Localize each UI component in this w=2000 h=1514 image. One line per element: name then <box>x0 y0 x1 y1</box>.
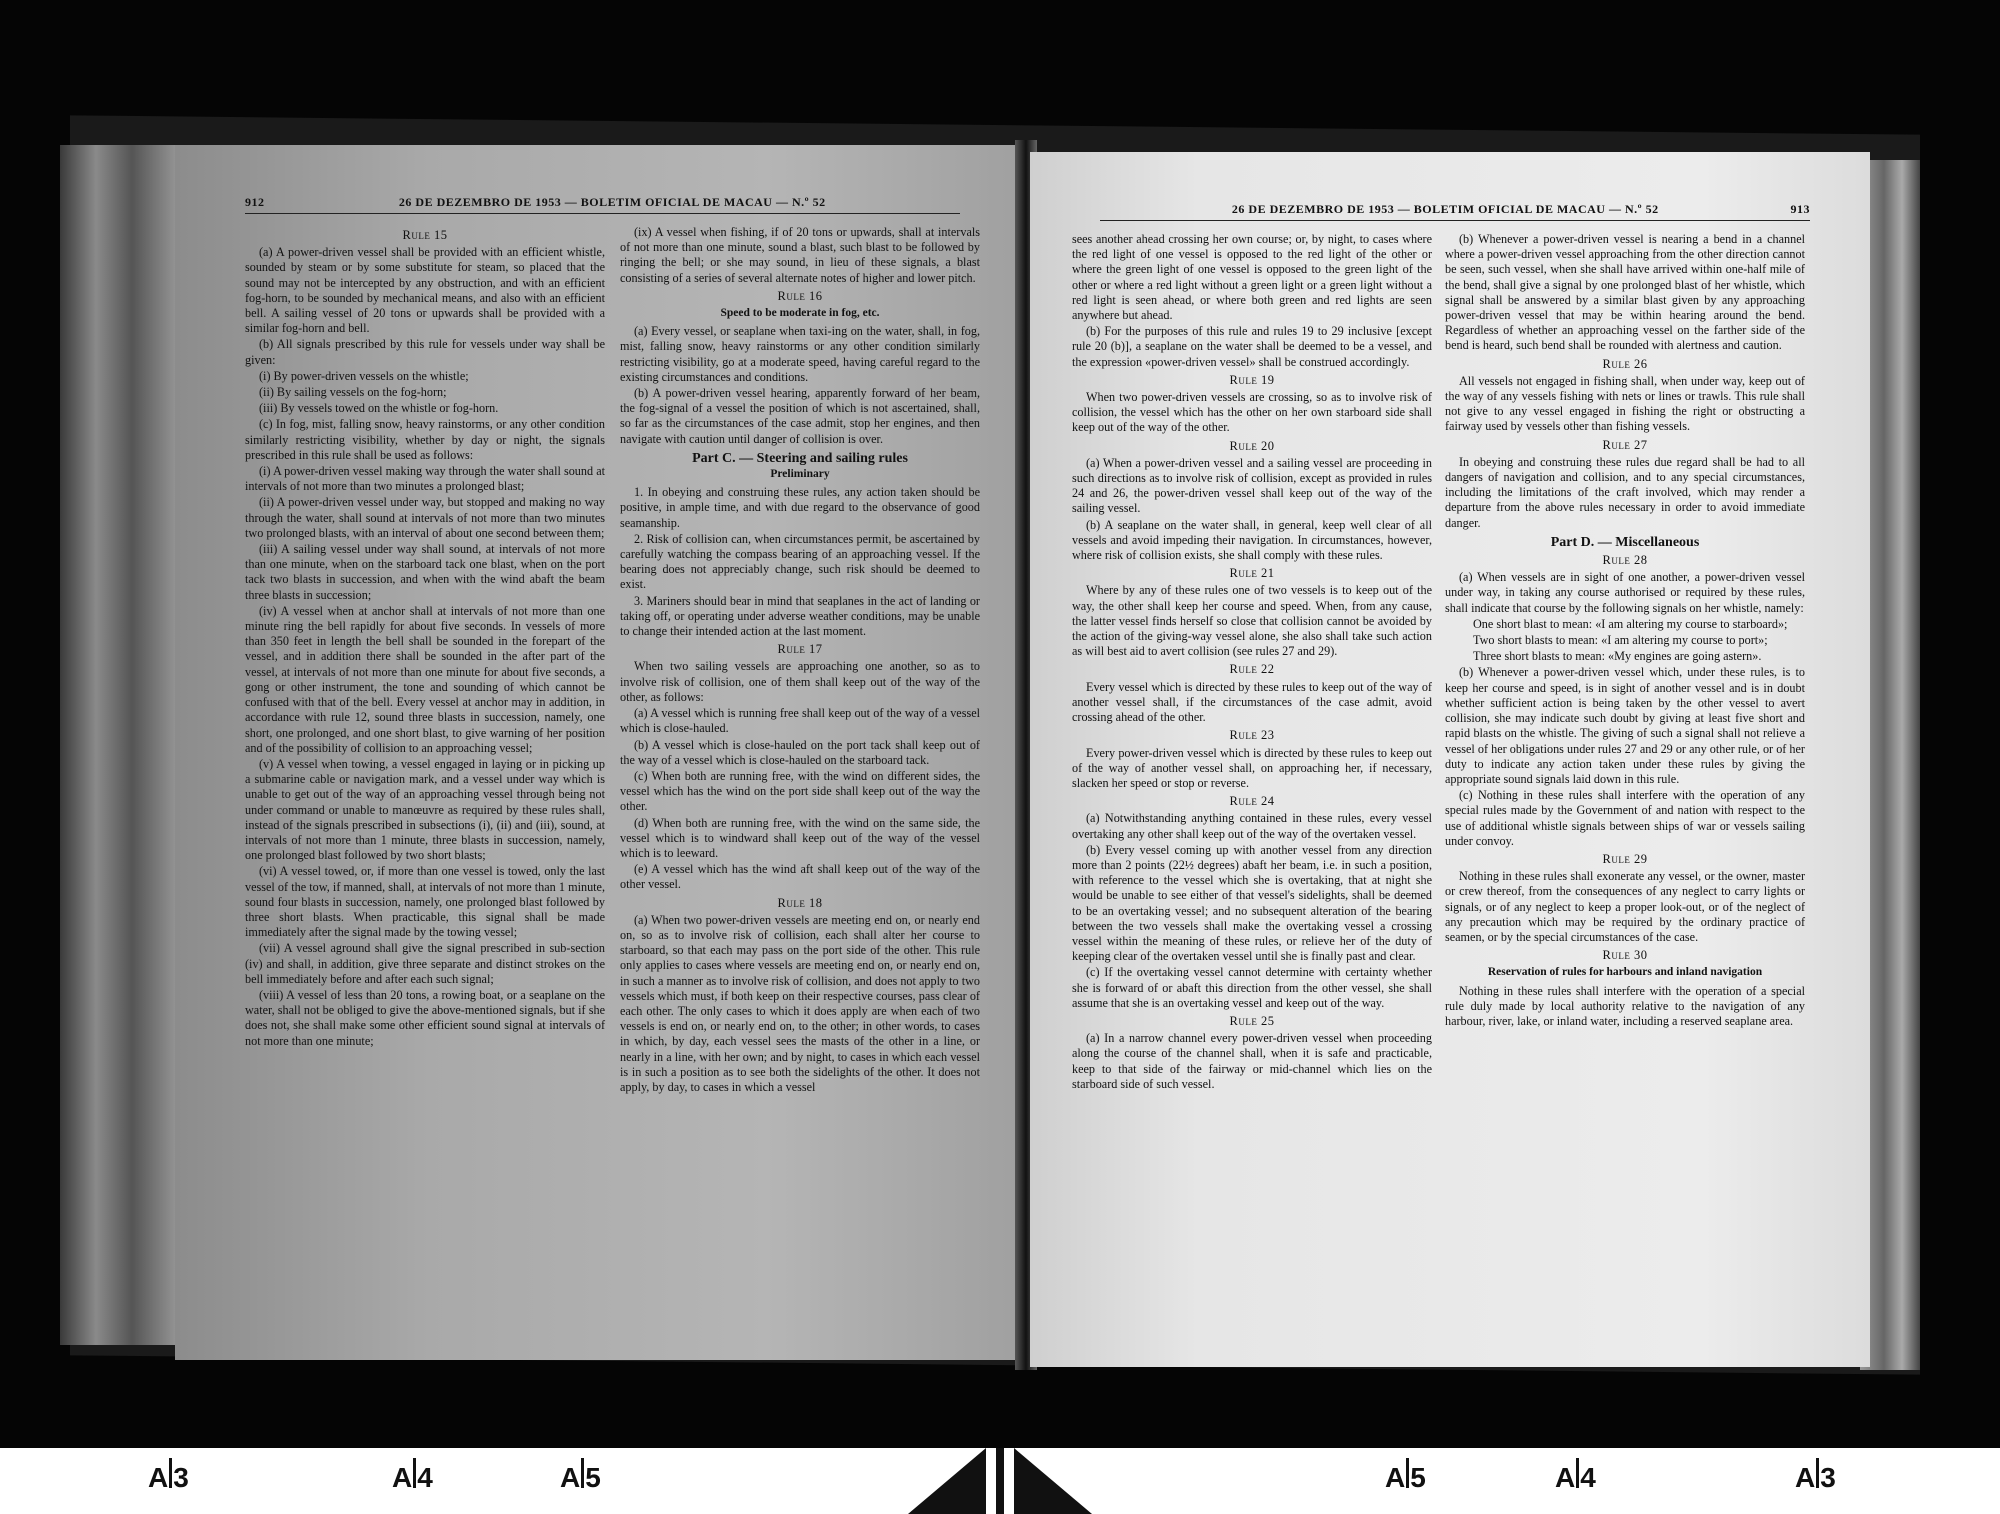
paragraph: (b) Every vessel coming up with another vessel from any direction more than 2 points (22½ degrees) abaft her beam, i.e. in such a position, with reference to the vessel which she is overtaking, that at night she would be unable to see either of that vessel's sidelights, shall be deemed to be an overtaking vessel; and no subsequent alteration of the bearing between the two vessels shall make the overtaking vessel a crossing vessel within the meaning of these rules, or relieve her of the duty of keeping clear of the overtaken vessel until she is finally past and clear. <box>1072 842 1432 964</box>
rule-29-heading: Rule 29 <box>1602 851 1648 866</box>
signal-item: One short blast to mean: «I am altering my course to starboard»; <box>1473 616 1788 631</box>
rule-28-heading: Rule 28 <box>1602 553 1648 568</box>
paragraph: Nothing in these rules shall exonerate any vessel, or the owner, master or crew thereof, from the consequences of any neglect to carry lights or signals, or of any neglect to keep a proper look-out, or of the neglect of any precaution which may be required by the ordinary practice of seamen, or by the special circumstances of the case. <box>1445 869 1805 944</box>
rule-16-heading: Rule 16 <box>777 288 823 303</box>
paragraph: When two power-driven vessels are crossing, so as to involve risk of collision, the vessel which has the other on her own starboard side shall keep out of the way of the other. <box>1072 390 1432 435</box>
paragraph: (a) Every vessel, or seaplane when taxi-ing on the water, shall, in fog, mist, falling snow, heavy rainstorms or any other condition similarly restricting visibility, go at a moderate speed, having careful regard to the existing circumstances and conditions. <box>620 324 980 384</box>
paragraph: (c) In fog, mist, falling snow, heavy rainstorms, or any other condition similarly restricting visibility, whether by day or night, the signals prescribed in this rule shall be used as follows: <box>245 417 605 462</box>
rule-22-heading: Rule 22 <box>1229 662 1275 677</box>
signal-item: Two short blasts to mean: «I am altering my course to port»; <box>1473 633 1768 648</box>
paragraph: (a) A vessel which is running free shall keep out of the way of a vessel which is close-hauled. <box>620 706 980 736</box>
paragraph: All vessels not engaged in fishing shall, when under way, keep out of the way of any vessels fishing with nets or lines or trawls. This rule shall not give to any vessel engaged in fishing the right or obstructing a fairway used by vessels other than fishing vessels. <box>1445 373 1805 434</box>
paragraph: In obeying and construing these rules due regard shall be had to all dangers of navigation and collision, and to any special circumstances, including the limitations of the craft involved, which may render a departure from the above rules necessary in order to avoid immediate danger. <box>1445 454 1805 530</box>
paragraph: (b) A vessel which is close-hauled on the port tack shall keep out of the way of a vessel which is close-hauled on the starboard tack. <box>620 737 980 767</box>
paragraph: (b) Whenever a power-driven vessel is nearing a bend in a channel where a power-driven vessel approaching from the other direction cannot be seen, such vessel, when she shall have arrived within one-half mile of the bend, shall give a signal by one prolonged blast of her whistle, which signal shall be answered by a similar blast given by any approaching power-driven vessel that may be within hearing around the bend. Regardless of whether an approaching vessel on the farther side of the bend is heard, such bend shall be rounded with alertness and caution. <box>1445 232 1805 353</box>
part-c-heading: Part C. — Steering and sailing rules <box>692 450 908 466</box>
film-mark: A 4 <box>1555 1458 1596 1494</box>
paragraph: (a) When vessels are in sight of one another, a power-driven vessel under way, in taking any course authorised or required by these rules, shall indicate that course by the following signals on her whistle, namely: <box>1445 570 1805 615</box>
rule-23-heading: Rule 23 <box>1229 728 1275 743</box>
paragraph: (b) For the purposes of this rule and rules 19 to 29 inclusive [except rule 20 (b)], a seaplane on the water shall be deemed to be a vessel, and the expression «power-driven vessel» shall be construed accordingly. <box>1072 324 1432 369</box>
film-mark: A 4 <box>392 1458 433 1494</box>
rule-24-heading: Rule 24 <box>1229 794 1275 809</box>
paragraph: (iii) A sailing vessel under way shall sound, at intervals of not more than one minute, when on the starboard tack one blast, when on the port tack two blasts in succession, and when with the wind abaft the beam three blasts in succession; <box>245 542 605 602</box>
paragraph: (c) If the overtaking vessel cannot determine with certainty whether she is forward of or abaft this direction from the other vessel, she shall assume that she is an overtaking vessel and keep out of the way. <box>1072 965 1432 1010</box>
paragraph: (vii) A vessel aground shall give the signal prescribed in sub-section (iv) and shall, in addition, give three separate and distinct strokes on the bell immediately before and after each such signal; <box>245 941 605 986</box>
page-number: 913 <box>1790 202 1810 216</box>
paragraph: (ix) A vessel when fishing, if of 20 tons or upwards, shall at intervals of not more than one minute, sound a blast, such blast to be followed by ringing the bell; or she may sound, in lieu of these signals, a blast consisting of a series of several alternate notes of higher and lower pitch. <box>620 225 980 285</box>
paragraph: Every vessel which is directed by these rules to keep out of the way of another vessel shall, if the circumstances of the case admit, avoid crossing ahead of the other. <box>1072 679 1432 725</box>
paragraph: (b) A seaplane on the water shall, in general, keep well clear of all vessels and avoid impeding their navigation. In circumstances, however, where risk of collision exists, she shall comply with these rules. <box>1072 517 1432 563</box>
paragraph: (iv) A vessel when at anchor shall at intervals of not more than one minute ring the bell rapidly for about five seconds. In vessels of more than 350 feet in length the bell shall be sounded in the forepart of the vessel, and in addition there shall be sounded in the after part of the vessel, at intervals of not more than one minute for about five seconds, a gong or other instrument, the tone and sounding of which cannot be confused with that of the bell. Every vessel at anchor may in addition, in accordance with rule 12, sound three blasts in succession, namely, one short, one prolonged, and one short blast, to give warning of her position and of the possibility of collision to an approaching vessel; <box>245 603 605 755</box>
film-mark: A 3 <box>148 1458 189 1494</box>
paragraph: (c) When both are running free, with the wind on different sides, the vessel which has the wind on the port side shall keep out of the way the other. <box>620 768 980 814</box>
paragraph: Nothing in these rules shall interfere with the operation of a special rule duly made by local authority relative to the navigation of any harbour, river, lake, or inland water, including a reserved seaplane area. <box>1445 983 1805 1028</box>
paragraph: (a) In a narrow channel every power-driven vessel when proceeding along the course of the channel shall, when it is safe and practicable, keep to that side of the fairway or mid-channel which lies on the starboard side of such vessel. <box>1072 1031 1432 1091</box>
running-title: 26 DE DEZEMBRO DE 1953 — BOLETIM OFICIAL DE MACAU — N.º 52 <box>398 195 826 209</box>
rule-20-heading: Rule 20 <box>1229 438 1275 453</box>
paragraph: 1. In obeying and construing these rules, any action taken should be positive, in ample time, and with due regard to the observance of good seamanship. <box>620 485 980 530</box>
paragraph: sees another ahead crossing her own course; or, by night, to cases where the red light of one vessel is opposed to the red light of the other or where the green light of one vessel is opposed to the green light of the other or where a red light without a green light or a green light without a red light is seen ahead, or where both green and red lights are seen anywhere but ahead. <box>1072 232 1432 323</box>
paragraph: (ii) A power-driven vessel under way, but stopped and making no way through the water, shall sound at intervals of not more than two minutes two prolonged blasts, with an interval of about one second between them; <box>245 495 605 540</box>
paragraph: (v) A vessel when towing, a vessel engaged in laying or in picking up a submarine cable or navigation mark, and a vessel under way which is unable to get out of the way of an approaching vessel through being not under command or unable to manœuvre as required by these rules shall, instead of the signals prescribed in subsections (i), (ii) and (iii), sound, at intervals of not more than 1 minute, three blasts in succession, namely, one prolonged blast followed by two short blasts; <box>245 756 605 863</box>
right-column-1 <box>1072 232 1432 1093</box>
paragraph: (c) Nothing in these rules shall interfere with the operation of any special rules made by the Government of and nation with respect to the use of additional whistle signals between ships of war or vessels sailing under convoy. <box>1445 788 1805 848</box>
left-page-header <box>245 195 960 214</box>
paragraph: (a) Notwithstanding anything contained in these rules, every vessel overtaking any other shall keep out of the way of the overtaken vessel. <box>1072 811 1432 841</box>
paragraph: (ii) By sailing vessels on the fog-horn; <box>259 385 447 400</box>
rule-25-heading: Rule 25 <box>1229 1013 1275 1028</box>
film-mark: A 3 <box>1795 1458 1836 1494</box>
paragraph: (a) When a power-driven vessel and a sailing vessel are proceeding in such directions as to involve risk of collision, except as provided in rules 24 and 26, the power-driven vessel shall keep out of the way of the sailing vessel. <box>1072 455 1432 516</box>
part-d-heading: Part D. — Miscellaneous <box>1550 534 1700 550</box>
center-marker-icon <box>908 1448 1092 1514</box>
right-column-2 <box>1445 232 1805 1030</box>
rule-16-subheading: Speed to be moderate in fog, etc. <box>720 307 880 320</box>
paragraph: (a) When two power-driven vessels are meeting end on, or nearly end on, so as to involve risk of collision, each shall alter her course to starboard, so that each may pass on the port side of the other. This rule only applies to cases where vessels are meeting end on, or nearly end on, in such a manner as to involve risk of collision, and does not apply to two vessels which must, if both keep on their respective courses, pass clear of each other. The only cases to which it does apply are when each of two vessels is end on, or nearly end on, to the other; in other words, to cases in which, by day, each vessel sees the masts of the other in a line, or nearly in a line, with her own; and by night, to cases in which each vessel is in such a position as to see both the sidelights of the other. It does not apply, by day, to cases in which a vessel <box>620 912 980 1094</box>
right-page <box>1030 152 1870 1367</box>
film-mark: A 5 <box>1385 1458 1426 1494</box>
paragraph: (b) Whenever a power-driven vessel which, under these rules, is to keep her course and speed, is in sight of another vessel and is in doubt whether sufficient action is being taken by the other vessel to avert collision, she may indicate such doubt by giving at least five short and rapid blasts on the whistle. The giving of such a signal shall not relieve a vessel of her obligations under rules 27 and 29 or any other rule, or of her duty to indicate any action taken under these rules by giving the appropriate sound signals laid down in this rule. <box>1445 665 1805 786</box>
paragraph: Where by any of these rules one of two vessels is to keep out of the way, the other shall keep her course and speed. When, from any cause, the latter vessel finds herself so close that collision cannot be avoided by the action of the giving-way vessel alone, she also shall take such action as will best aid to avert collision (see rules 27 and 29). <box>1072 583 1432 659</box>
paragraph: (viii) A vessel of less than 20 tons, a rowing boat, or a seaplane on the water, shall not be obliged to give the above-mentioned signals, but if she does not, she shall make some other efficient sound signal at intervals of not more than one minute; <box>245 987 605 1048</box>
paragraph: (d) When both are running free, with the wind on the same side, the vessel which is to windward shall keep out of the way of the vessel which is to leeward. <box>620 815 980 860</box>
page-number: 912 <box>245 195 265 209</box>
rule-30-heading: Rule 30 <box>1602 948 1648 963</box>
rule-18-heading: Rule 18 <box>777 895 823 910</box>
paragraph: (vi) A vessel towed, or, if more than one vessel is towed, only the last vessel of the tow, if manned, shall, at intervals of not more than 1 minute, sound four blasts in succession, namely, one prolonged blast followed by three short blasts. When practicable, this signal shall be made immediately after the signal made by the towing vessel; <box>245 864 605 940</box>
paragraph: (i) A power-driven vessel making way through the water shall sound at intervals of not more than two minutes a prolonged blast; <box>245 464 605 494</box>
rule-15-heading: Rule 15 <box>402 228 448 242</box>
rule-27-heading: Rule 27 <box>1602 437 1648 452</box>
part-c-subheading: Preliminary <box>770 468 830 481</box>
rule-21-heading: Rule 21 <box>1229 566 1275 581</box>
film-mark: A 5 <box>560 1458 601 1494</box>
paragraph: (a) A power-driven vessel shall be provided with an efficient whistle, sounded by steam or by some substitute for steam, so placed that the sound may not be intercepted by any obstruction, and with an efficient fog-horn, to be sounded by mechanical means, and also with an efficient bell. A sailing vessel of 20 tons or upwards shall be provided with a similar fog-horn and bell. <box>245 245 605 336</box>
paragraph: (e) A vessel which has the wind aft shall keep out of the way of the other vessel. <box>620 862 980 892</box>
paragraph: (i) By power-driven vessels on the whistle; <box>259 368 469 383</box>
rule-19-heading: Rule 19 <box>1229 372 1275 387</box>
signal-item: Three short blasts to mean: «My engines are going astern». <box>1473 649 1762 664</box>
right-page-header <box>1100 202 1810 221</box>
running-title: 26 DE DEZEMBRO DE 1953 — BOLETIM OFICIAL DE MACAU — N.º 52 <box>1231 202 1659 216</box>
paragraph: Every power-driven vessel which is directed by these rules to keep out of the way of another vessel shall, on approaching her, if necessary, slacken her speed or stop or reverse. <box>1072 745 1432 790</box>
rule-26-heading: Rule 26 <box>1602 356 1648 371</box>
paragraph: (iii) By vessels towed on the whistle or fog-horn. <box>259 401 499 416</box>
paragraph: (b) All signals prescribed by this rule for vessels under way shall be given: <box>245 337 605 367</box>
rule-30-subheading: Reservation of rules for harbours and inland navigation <box>1487 966 1763 979</box>
left-page <box>175 145 1020 1360</box>
left-page-edges <box>60 145 180 1345</box>
left-column-2 <box>620 225 980 1096</box>
paragraph: 2. Risk of collision can, when circumstances permit, be ascertained by carefully watching the compass bearing of an approaching vessel. If the bearing does not appreciably change, such risk should be deemed to exist. <box>620 531 980 592</box>
paragraph: 3. Mariners should bear in mind that seaplanes in the act of landing or taking off, or operating under adverse weather conditions, may be unable to change their intended action at the last moment. <box>620 593 980 639</box>
rule-17-heading: Rule 17 <box>777 642 823 657</box>
paragraph: When two sailing vessels are approaching one another, so as to involve risk of collision, one of them shall keep out of the way of the other, as follows: <box>620 659 980 704</box>
paragraph: (b) A power-driven vessel hearing, apparently forward of her beam, the fog-signal of a vessel the position of which is not ascertained, shall, so far as the circumstances of the case admit, stop her engines, and then navigate with caution until danger of collision is over. <box>620 386 980 446</box>
left-column-1 <box>245 225 605 1050</box>
